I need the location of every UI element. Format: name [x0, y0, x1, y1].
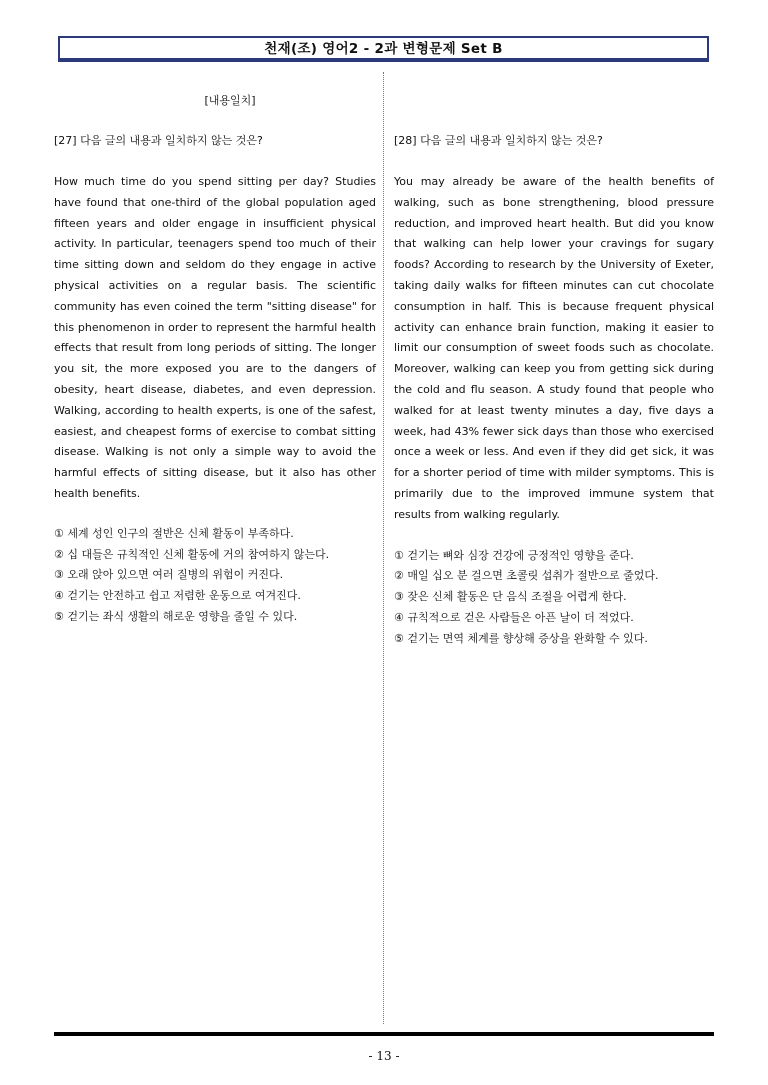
page-number: - 13 -: [368, 1049, 400, 1063]
section-tag: [내용일치]: [204, 94, 256, 107]
question-27-passage: How much time do you spend sitting per day? Studies have found that one-third of the global population aged fifteen years and older engage in insufficient physical activity. In particular, teenagers spend too much of their time sitting down and seldom do they engage in active physical activities on a regular basis. The scientific community has even coined the term "sitting disease" for this phenomenon in order to represent the harmful health effects that result from long periods of sitting. The longer you sit, the more exposed you are to the dangers of obesity, heart disease, diabetes, and even depression. Walking, according to health experts, is one of the safest, easiest, and cheapest forms of exercise to combat sitting disease. Walking is not only a simple way to avoid the harmful effects of sitting disease, but it also has other health benefits.: [54, 175, 376, 500]
choice-item: ③ 오래 앉아 있으면 여러 질병의 위험이 커진다.: [54, 568, 284, 582]
right-column: [394, 92, 714, 650]
question-27-title: [27] 다음 글의 내용과 일치하지 않는 것은?: [54, 134, 263, 147]
left-column: [54, 92, 376, 628]
choice-item: ① 걷기는 뼈와 심장 건강에 긍정적인 영향을 준다.: [394, 548, 634, 562]
question-28-title: [28] 다음 글의 내용과 일치하지 않는 것은?: [394, 134, 603, 147]
footer-rule: [54, 1032, 714, 1036]
choice-item: ④ 걷기는 안전하고 쉽고 저렴한 운동으로 여겨진다.: [54, 589, 301, 603]
choice-item: ⑤ 걷기는 면역 체계를 향상해 증상을 완화할 수 있다.: [394, 631, 648, 645]
choice-item: ① 세계 성인 인구의 절반은 신체 활동이 부족하다.: [54, 526, 294, 540]
page-header: [58, 36, 709, 62]
choice-item: ③ 잦은 신체 활동은 단 음식 조절을 어렵게 한다.: [394, 590, 627, 604]
question-28-choices: [394, 546, 714, 650]
choice-item: ④ 규칙적으로 걷은 사람들은 아픈 날이 더 적었다.: [394, 610, 634, 624]
choice-item: ② 매일 십오 분 걸으면 초콜릿 섭취가 절반으로 줄었다.: [394, 569, 659, 583]
column-divider: [383, 72, 384, 1024]
choice-item: ⑤ 걷기는 좌식 생활의 해로운 영향을 줄일 수 있다.: [54, 609, 298, 623]
question-28-passage: You may already be aware of the health benefits of walking, such as bone strengthening, blood pressure reduction, and improved heart health. But did you know that walking can help lower your cravings for sugary foods? According to research by the University of Exeter, taking daily walks for fifteen minutes can cut chocolate consumption in half. This is because frequent physical activity can enhance brain function, making it easier to limit our consumption of sweet foods such as chocolate. Moreover, walking can keep you from getting sick during the cold and flu season. A study found that people who walked for at least twenty minutes a day, five days a week, had 43% fewer sick days than those who exercised once a week or less. And even if they did get sick, it was for a shorter period of time with milder symptoms. This is primarily due to the improved immune system that results from walking regularly.: [394, 175, 714, 521]
question-27-choices: [54, 524, 376, 628]
choice-item: ② 십 대들은 규칙적인 신체 활동에 거의 참여하지 않는다.: [54, 547, 330, 561]
page-title: 천재(조) 영어2 - 2과 변형문제 Set B: [264, 41, 503, 57]
